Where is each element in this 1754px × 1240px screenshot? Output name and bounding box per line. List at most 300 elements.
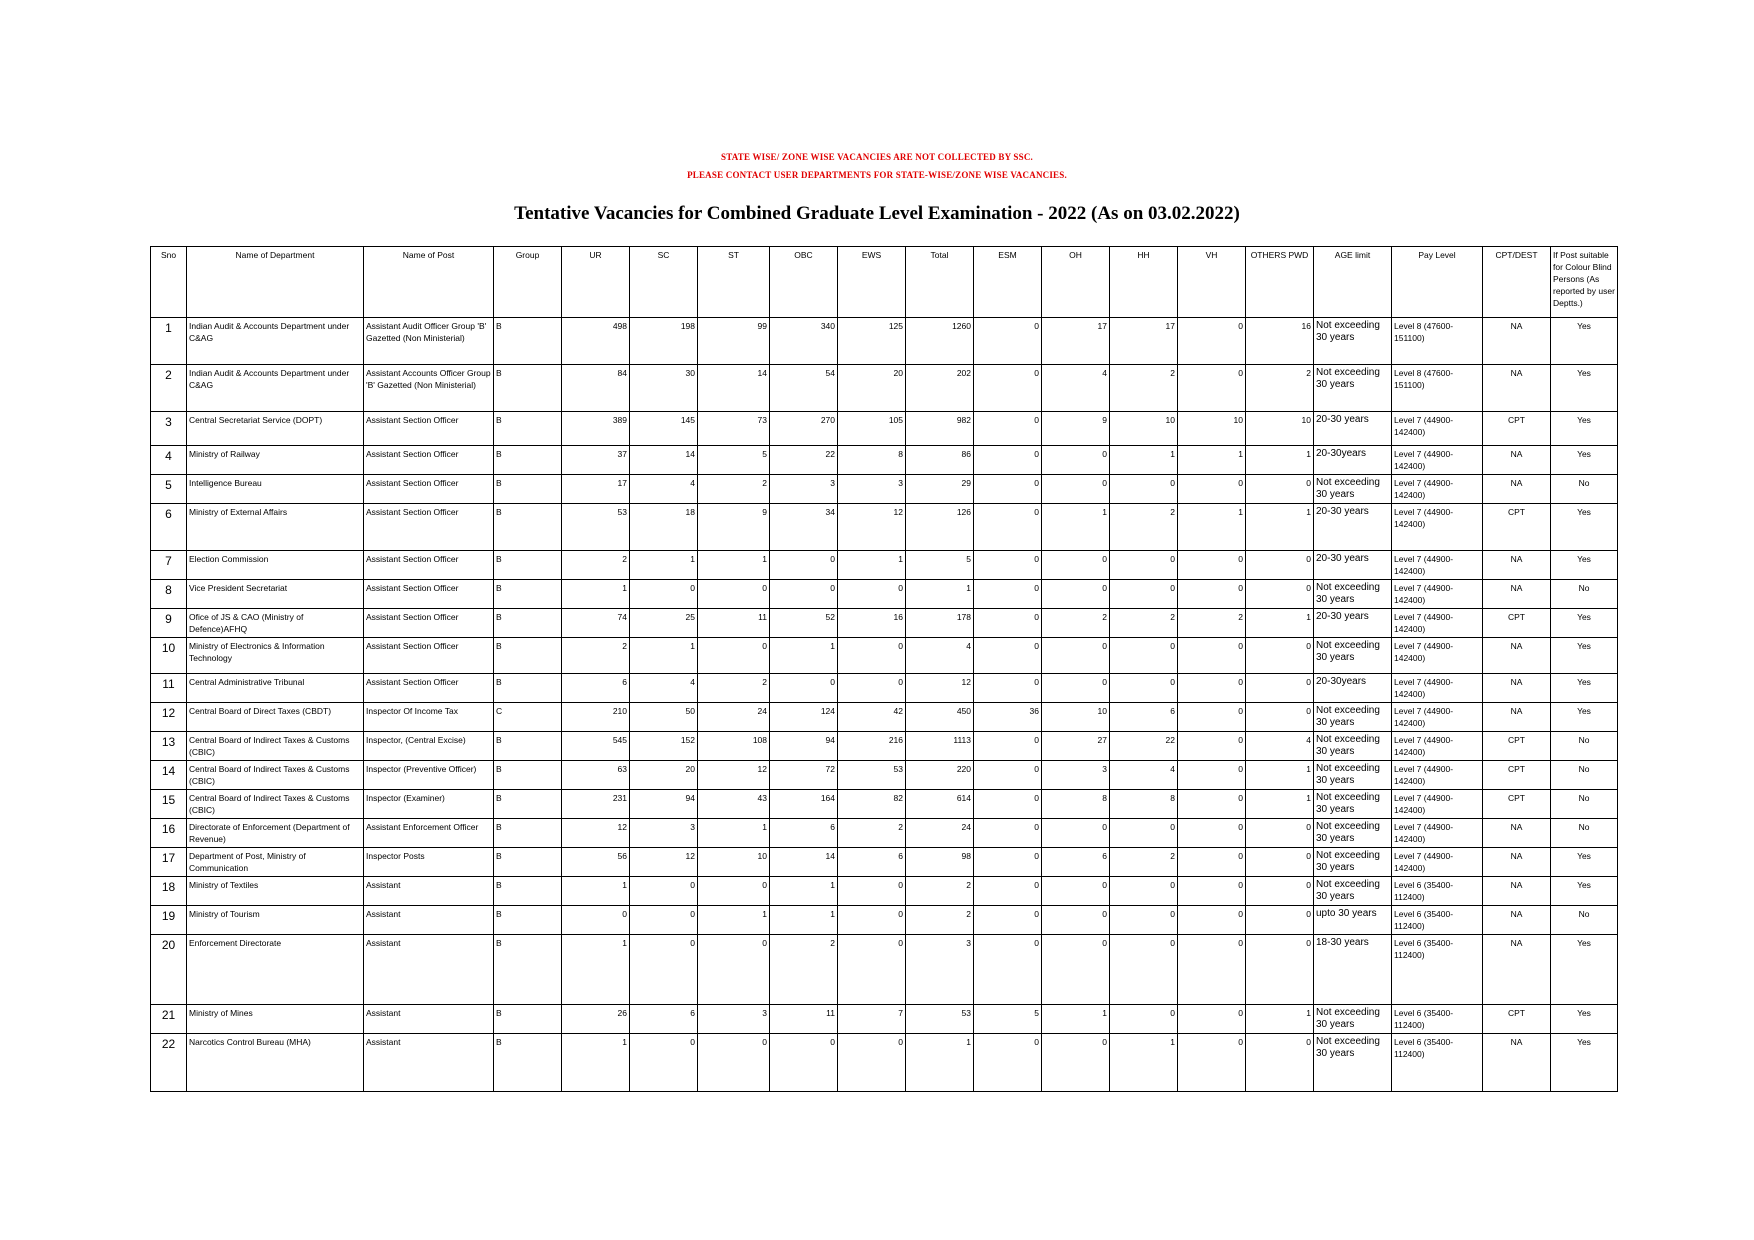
cell-total: 220	[906, 761, 974, 790]
cell-pay: Level 7 (44900-142400)	[1392, 674, 1483, 703]
cell-post: Inspector Of Income Tax	[364, 703, 494, 732]
header-col-age-limit: AGE limit	[1314, 247, 1392, 318]
cell-age: Not exceeding 30 years	[1314, 580, 1392, 609]
cell-dept: Central Administrative Tribunal	[187, 674, 364, 703]
cell-oh: 8	[1042, 790, 1110, 819]
cell-cb: No	[1551, 819, 1618, 848]
header-col-post: Name of Post	[364, 247, 494, 318]
cell-sno: 2	[151, 365, 187, 412]
cell-oh: 4	[1042, 365, 1110, 412]
table-row	[151, 790, 1618, 819]
cell-total: 202	[906, 365, 974, 412]
cell-post: Assistant	[364, 877, 494, 906]
cell-post: Assistant Enforcement Officer	[364, 819, 494, 848]
cell-cpt: NA	[1483, 365, 1551, 412]
cell-hh: 0	[1110, 877, 1178, 906]
cell-vh: 0	[1178, 703, 1246, 732]
table-row	[151, 638, 1618, 674]
cell-dept: Narcotics Control Bureau (MHA)	[187, 1034, 364, 1092]
cell-esm: 0	[974, 790, 1042, 819]
cell-esm: 5	[974, 1005, 1042, 1034]
cell-cpt: CPT	[1483, 1005, 1551, 1034]
cell-esm: 0	[974, 475, 1042, 504]
cell-post: Inspector Posts	[364, 848, 494, 877]
cell-hh: 0	[1110, 475, 1178, 504]
cell-group: B	[494, 674, 562, 703]
cell-age: 20-30 years	[1314, 504, 1392, 551]
cell-oh: 0	[1042, 1034, 1110, 1092]
cell-sc: 14	[630, 446, 698, 475]
cell-others: 0	[1246, 1034, 1314, 1092]
cell-sno: 8	[151, 580, 187, 609]
cell-obc: 22	[770, 446, 838, 475]
cell-st: 108	[698, 732, 770, 761]
cell-sc: 18	[630, 504, 698, 551]
cell-others: 0	[1246, 906, 1314, 935]
cell-esm: 0	[974, 609, 1042, 638]
cell-age: Not exceeding 30 years	[1314, 365, 1392, 412]
cell-cb: Yes	[1551, 1005, 1618, 1034]
cell-sno: 14	[151, 761, 187, 790]
header-col-esm: ESM	[974, 247, 1042, 318]
cell-ews: 3	[838, 475, 906, 504]
table-row	[151, 609, 1618, 638]
cell-cb: Yes	[1551, 703, 1618, 732]
cell-group: B	[494, 848, 562, 877]
cell-cpt: NA	[1483, 935, 1551, 1005]
header-col-cpt-dest: CPT/DEST	[1483, 247, 1551, 318]
cell-sno: 7	[151, 551, 187, 580]
cell-cpt: NA	[1483, 446, 1551, 475]
cell-vh: 0	[1178, 638, 1246, 674]
cell-total: 3	[906, 935, 974, 1005]
cell-vh: 0	[1178, 1034, 1246, 1092]
cell-ews: 8	[838, 446, 906, 475]
cell-dept: Indian Audit & Accounts Department under C&AG	[187, 365, 364, 412]
cell-cpt: NA	[1483, 906, 1551, 935]
cell-obc: 72	[770, 761, 838, 790]
cell-age: 18-30 years	[1314, 935, 1392, 1005]
cell-group: B	[494, 365, 562, 412]
cell-hh: 8	[1110, 790, 1178, 819]
cell-group: B	[494, 551, 562, 580]
cell-hh: 2	[1110, 848, 1178, 877]
cell-sno: 16	[151, 819, 187, 848]
cell-age: Not exceeding 30 years	[1314, 1034, 1392, 1092]
cell-esm: 0	[974, 504, 1042, 551]
cell-ur: 1	[562, 935, 630, 1005]
table-row	[151, 877, 1618, 906]
cell-post: Assistant	[364, 906, 494, 935]
cell-ews: 216	[838, 732, 906, 761]
cell-st: 0	[698, 580, 770, 609]
cell-ur: 1	[562, 580, 630, 609]
cell-oh: 1	[1042, 1005, 1110, 1034]
cell-cpt: NA	[1483, 1034, 1551, 1092]
cell-esm: 0	[974, 318, 1042, 365]
cell-st: 24	[698, 703, 770, 732]
cell-ews: 12	[838, 504, 906, 551]
cell-cb: Yes	[1551, 877, 1618, 906]
cell-sno: 10	[151, 638, 187, 674]
vacancy-table	[150, 246, 1618, 1092]
cell-age: Not exceeding 30 years	[1314, 819, 1392, 848]
cell-obc: 0	[770, 1034, 838, 1092]
cell-vh: 0	[1178, 906, 1246, 935]
table-row	[151, 732, 1618, 761]
cell-dept: Ministry of Tourism	[187, 906, 364, 935]
cell-post: Assistant Accounts Officer Group 'B' Gazetted (Non Ministerial)	[364, 365, 494, 412]
cell-pay: Level 7 (44900-142400)	[1392, 609, 1483, 638]
cell-ews: 0	[838, 638, 906, 674]
cell-others: 0	[1246, 848, 1314, 877]
cell-hh: 2	[1110, 609, 1178, 638]
cell-esm: 0	[974, 446, 1042, 475]
cell-oh: 0	[1042, 638, 1110, 674]
cell-sc: 0	[630, 877, 698, 906]
cell-hh: 0	[1110, 580, 1178, 609]
cell-esm: 0	[974, 732, 1042, 761]
cell-sno: 12	[151, 703, 187, 732]
cell-obc: 14	[770, 848, 838, 877]
cell-ews: 0	[838, 906, 906, 935]
cell-ur: 53	[562, 504, 630, 551]
cell-ur: 389	[562, 412, 630, 446]
cell-ur: 17	[562, 475, 630, 504]
cell-pay: Level 6 (35400-112400)	[1392, 1034, 1483, 1092]
cell-st: 9	[698, 504, 770, 551]
cell-st: 43	[698, 790, 770, 819]
cell-dept: Directorate of Enforcement (Department of Revenue)	[187, 819, 364, 848]
cell-others: 10	[1246, 412, 1314, 446]
cell-total: 614	[906, 790, 974, 819]
cell-oh: 17	[1042, 318, 1110, 365]
cell-cb: Yes	[1551, 318, 1618, 365]
cell-post: Assistant Section Officer	[364, 674, 494, 703]
cell-sno: 5	[151, 475, 187, 504]
cell-cpt: NA	[1483, 475, 1551, 504]
cell-ur: 56	[562, 848, 630, 877]
cell-sc: 94	[630, 790, 698, 819]
cell-pay: Level 7 (44900-142400)	[1392, 504, 1483, 551]
cell-sno: 1	[151, 318, 187, 365]
cell-sc: 30	[630, 365, 698, 412]
cell-dept: Central Board of Indirect Taxes & Customs (CBIC)	[187, 761, 364, 790]
cell-dept: Central Board of Direct Taxes (CBDT)	[187, 703, 364, 732]
cell-cb: Yes	[1551, 674, 1618, 703]
cell-age: Not exceeding 30 years	[1314, 732, 1392, 761]
cell-total: 53	[906, 1005, 974, 1034]
cell-esm: 0	[974, 848, 1042, 877]
cell-others: 1	[1246, 790, 1314, 819]
cell-sc: 4	[630, 674, 698, 703]
cell-post: Assistant Section Officer	[364, 504, 494, 551]
cell-dept: Department of Post, Ministry of Communication	[187, 848, 364, 877]
cell-cb: Yes	[1551, 638, 1618, 674]
cell-st: 14	[698, 365, 770, 412]
cell-group: B	[494, 761, 562, 790]
cell-st: 2	[698, 475, 770, 504]
cell-pay: Level 6 (35400-112400)	[1392, 1005, 1483, 1034]
cell-ur: 231	[562, 790, 630, 819]
cell-vh: 0	[1178, 935, 1246, 1005]
cell-esm: 0	[974, 877, 1042, 906]
cell-pay: Level 6 (35400-112400)	[1392, 906, 1483, 935]
cell-group: B	[494, 1034, 562, 1092]
cell-ews: 0	[838, 935, 906, 1005]
cell-hh: 22	[1110, 732, 1178, 761]
cell-vh: 0	[1178, 790, 1246, 819]
cell-oh: 0	[1042, 551, 1110, 580]
cell-group: B	[494, 1005, 562, 1034]
cell-pay: Level 7 (44900-142400)	[1392, 446, 1483, 475]
cell-st: 0	[698, 935, 770, 1005]
cell-total: 98	[906, 848, 974, 877]
cell-sno: 19	[151, 906, 187, 935]
cell-others: 1	[1246, 1005, 1314, 1034]
cell-st: 11	[698, 609, 770, 638]
cell-age: Not exceeding 30 years	[1314, 638, 1392, 674]
cell-cpt: NA	[1483, 848, 1551, 877]
cell-sc: 6	[630, 1005, 698, 1034]
cell-dept: Central Board of Indirect Taxes & Customs (CBIC)	[187, 790, 364, 819]
header-col-vh: VH	[1178, 247, 1246, 318]
cell-hh: 0	[1110, 935, 1178, 1005]
cell-age: Not exceeding 30 years	[1314, 790, 1392, 819]
cell-esm: 0	[974, 761, 1042, 790]
cell-post: Assistant Section Officer	[364, 412, 494, 446]
cell-oh: 0	[1042, 935, 1110, 1005]
cell-total: 2	[906, 877, 974, 906]
cell-cpt: CPT	[1483, 790, 1551, 819]
cell-ur: 2	[562, 551, 630, 580]
cell-cpt: NA	[1483, 674, 1551, 703]
cell-ur: 498	[562, 318, 630, 365]
cell-oh: 0	[1042, 475, 1110, 504]
cell-pay: Level 7 (44900-142400)	[1392, 638, 1483, 674]
cell-group: C	[494, 703, 562, 732]
cell-post: Inspector, (Central Excise)	[364, 732, 494, 761]
cell-oh: 0	[1042, 446, 1110, 475]
cell-total: 29	[906, 475, 974, 504]
cell-esm: 36	[974, 703, 1042, 732]
cell-others: 0	[1246, 877, 1314, 906]
cell-sno: 22	[151, 1034, 187, 1092]
cell-cb: Yes	[1551, 504, 1618, 551]
cell-ews: 125	[838, 318, 906, 365]
cell-sc: 12	[630, 848, 698, 877]
cell-group: B	[494, 819, 562, 848]
cell-dept: Central Board of Indirect Taxes & Customs (CBIC)	[187, 732, 364, 761]
cell-group: B	[494, 318, 562, 365]
table-row	[151, 1005, 1618, 1034]
table-row	[151, 1034, 1618, 1092]
cell-group: B	[494, 412, 562, 446]
cell-others: 1	[1246, 446, 1314, 475]
cell-group: B	[494, 638, 562, 674]
cell-oh: 9	[1042, 412, 1110, 446]
cell-cpt: NA	[1483, 580, 1551, 609]
cell-ur: 545	[562, 732, 630, 761]
table-row	[151, 475, 1618, 504]
cell-esm: 0	[974, 365, 1042, 412]
cell-hh: 0	[1110, 1005, 1178, 1034]
cell-hh: 17	[1110, 318, 1178, 365]
header-col-sno: Sno	[151, 247, 187, 318]
table-body	[151, 318, 1618, 1092]
header-col-sc: SC	[630, 247, 698, 318]
table-row	[151, 365, 1618, 412]
cell-hh: 0	[1110, 674, 1178, 703]
cell-total: 982	[906, 412, 974, 446]
cell-dept: Intelligence Bureau	[187, 475, 364, 504]
header-col-st: ST	[698, 247, 770, 318]
cell-cb: Yes	[1551, 848, 1618, 877]
cell-cpt: CPT	[1483, 412, 1551, 446]
cell-cb: No	[1551, 906, 1618, 935]
table-row	[151, 848, 1618, 877]
header-col-ur: UR	[562, 247, 630, 318]
cell-group: B	[494, 790, 562, 819]
cell-obc: 164	[770, 790, 838, 819]
cell-obc: 52	[770, 609, 838, 638]
cell-dept: Ministry of External Affairs	[187, 504, 364, 551]
cell-sno: 13	[151, 732, 187, 761]
cell-cpt: CPT	[1483, 732, 1551, 761]
cell-ur: 210	[562, 703, 630, 732]
cell-group: B	[494, 906, 562, 935]
cell-ur: 1	[562, 1034, 630, 1092]
cell-oh: 2	[1042, 609, 1110, 638]
cell-ews: 20	[838, 365, 906, 412]
cell-others: 0	[1246, 475, 1314, 504]
cell-cpt: CPT	[1483, 761, 1551, 790]
cell-sc: 50	[630, 703, 698, 732]
cell-post: Inspector (Examiner)	[364, 790, 494, 819]
cell-group: B	[494, 609, 562, 638]
cell-post: Assistant	[364, 935, 494, 1005]
notice-line-2: PLEASE CONTACT USER DEPARTMENTS FOR STATE-WISE/ZONE WISE VACANCIES.	[687, 170, 1067, 180]
cell-hh: 1	[1110, 446, 1178, 475]
cell-oh: 0	[1042, 674, 1110, 703]
cell-pay: Level 7 (44900-142400)	[1392, 412, 1483, 446]
header-col-colour-blind: If Post suitable for Colour Blind Persons (As reported by user Deptts.)	[1551, 247, 1618, 318]
cell-age: 20-30years	[1314, 674, 1392, 703]
cell-dept: Election Commission	[187, 551, 364, 580]
cell-others: 0	[1246, 551, 1314, 580]
cell-obc: 0	[770, 580, 838, 609]
cell-ews: 7	[838, 1005, 906, 1034]
cell-obc: 270	[770, 412, 838, 446]
cell-total: 2	[906, 906, 974, 935]
cell-cb: No	[1551, 790, 1618, 819]
cell-dept: Ministry of Mines	[187, 1005, 364, 1034]
cell-sc: 20	[630, 761, 698, 790]
cell-vh: 0	[1178, 761, 1246, 790]
cell-pay: Level 8 (47600-151100)	[1392, 365, 1483, 412]
cell-sno: 17	[151, 848, 187, 877]
cell-ur: 37	[562, 446, 630, 475]
cell-st: 2	[698, 674, 770, 703]
cell-oh: 0	[1042, 580, 1110, 609]
cell-sc: 0	[630, 1034, 698, 1092]
cell-ews: 0	[838, 1034, 906, 1092]
cell-obc: 0	[770, 674, 838, 703]
cell-hh: 2	[1110, 504, 1178, 551]
cell-dept: Central Secretariat Service (DOPT)	[187, 412, 364, 446]
cell-sc: 1	[630, 551, 698, 580]
cell-obc: 1	[770, 638, 838, 674]
table-row	[151, 906, 1618, 935]
cell-hh: 0	[1110, 906, 1178, 935]
cell-esm: 0	[974, 638, 1042, 674]
cell-esm: 0	[974, 1034, 1042, 1092]
cell-age: Not exceeding 30 years	[1314, 848, 1392, 877]
cell-obc: 11	[770, 1005, 838, 1034]
cell-obc: 34	[770, 504, 838, 551]
cell-cb: No	[1551, 761, 1618, 790]
cell-hh: 10	[1110, 412, 1178, 446]
header-col-total: Total	[906, 247, 974, 318]
cell-total: 1260	[906, 318, 974, 365]
header-col-pay-level: Pay Level	[1392, 247, 1483, 318]
cell-st: 99	[698, 318, 770, 365]
table-row	[151, 674, 1618, 703]
header-col-hh: HH	[1110, 247, 1178, 318]
cell-sno: 20	[151, 935, 187, 1005]
cell-post: Assistant	[364, 1034, 494, 1092]
cell-dept: Indian Audit & Accounts Department under C&AG	[187, 318, 364, 365]
cell-cpt: NA	[1483, 551, 1551, 580]
cell-age: 20-30 years	[1314, 609, 1392, 638]
table-row	[151, 580, 1618, 609]
table-row	[151, 819, 1618, 848]
cell-sc: 25	[630, 609, 698, 638]
cell-obc: 3	[770, 475, 838, 504]
cell-group: B	[494, 475, 562, 504]
cell-age: Not exceeding 30 years	[1314, 1005, 1392, 1034]
cell-vh: 10	[1178, 412, 1246, 446]
cell-obc: 94	[770, 732, 838, 761]
cell-post: Assistant	[364, 1005, 494, 1034]
cell-oh: 27	[1042, 732, 1110, 761]
cell-dept: Vice President Secretariat	[187, 580, 364, 609]
cell-pay: Level 7 (44900-142400)	[1392, 790, 1483, 819]
cell-obc: 340	[770, 318, 838, 365]
cell-vh: 0	[1178, 551, 1246, 580]
cell-obc: 0	[770, 551, 838, 580]
cell-cb: Yes	[1551, 609, 1618, 638]
table-row	[151, 504, 1618, 551]
cell-oh: 0	[1042, 819, 1110, 848]
cell-vh: 1	[1178, 446, 1246, 475]
cell-pay: Level 7 (44900-142400)	[1392, 475, 1483, 504]
cell-oh: 1	[1042, 504, 1110, 551]
cell-sc: 1	[630, 638, 698, 674]
cell-ur: 12	[562, 819, 630, 848]
cell-obc: 1	[770, 877, 838, 906]
cell-oh: 0	[1042, 877, 1110, 906]
cell-st: 1	[698, 906, 770, 935]
cell-pay: Level 6 (35400-112400)	[1392, 935, 1483, 1005]
cell-hh: 1	[1110, 1034, 1178, 1092]
cell-hh: 0	[1110, 819, 1178, 848]
cell-esm: 0	[974, 935, 1042, 1005]
cell-group: B	[494, 935, 562, 1005]
cell-sc: 4	[630, 475, 698, 504]
cell-ews: 1	[838, 551, 906, 580]
table-row	[151, 412, 1618, 446]
